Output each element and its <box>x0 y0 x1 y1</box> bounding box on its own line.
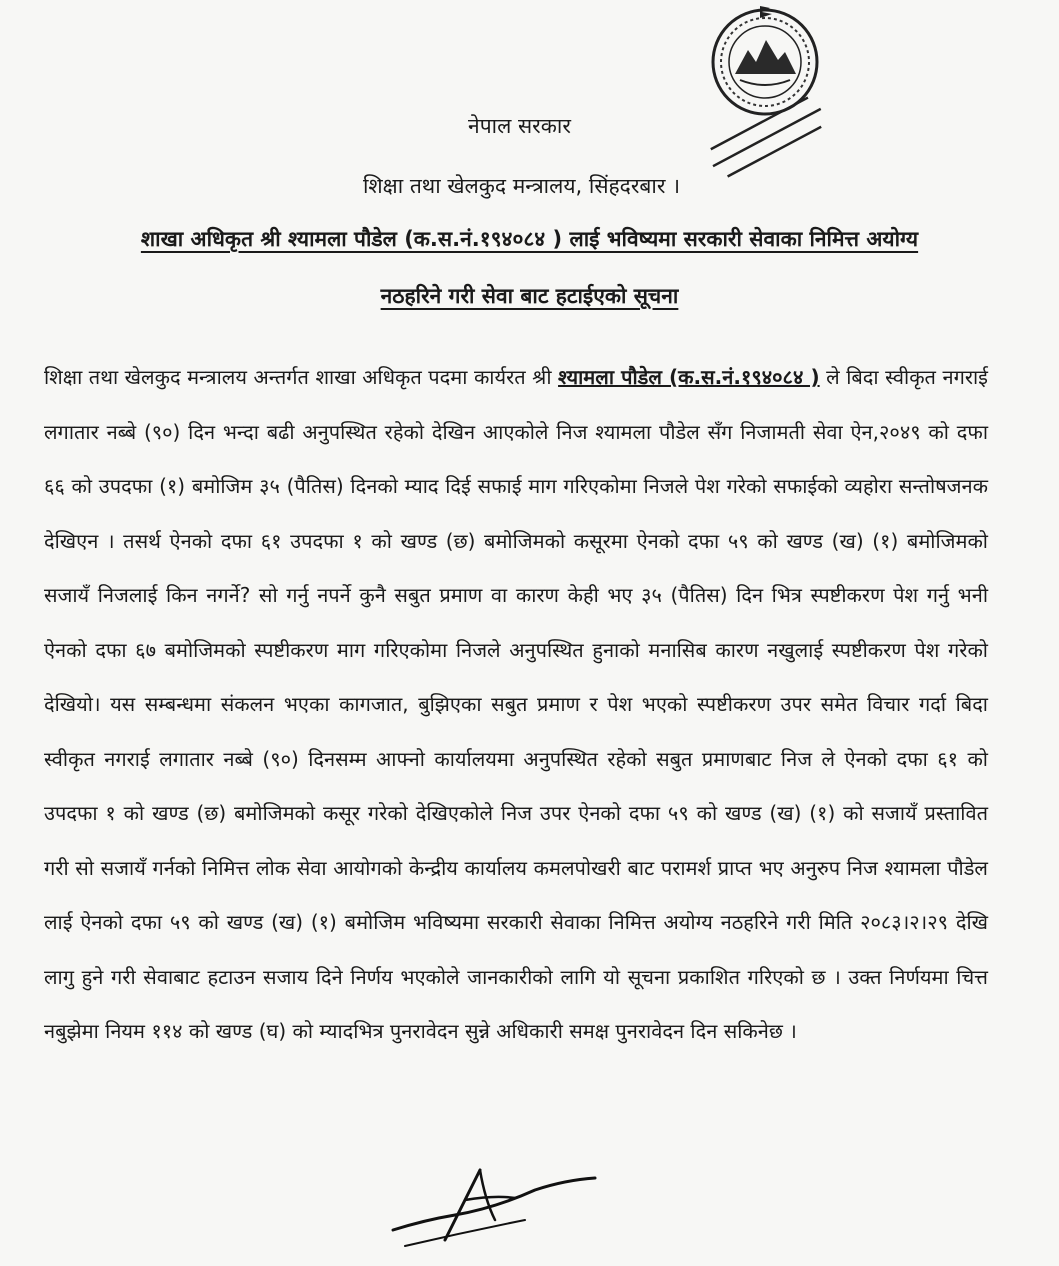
notice-title-line-1: शाखा अधिकृत श्री श्यामला पौडेल (क.स.नं.१९४०८४ ) लाई भविष्यमा सरकारी सेवाका निमित्त अयोग्य <box>140 227 919 251</box>
notice-body-intro: शिक्षा तथा खेलकुद मन्त्रालय अन्तर्गत शाखा अधिकृत पदमा कार्यरत श्री <box>44 365 559 389</box>
notice-title-line-2: नठहरिने गरी सेवा बाट हटाईएको सूचना <box>380 284 679 308</box>
signature-icon <box>385 1160 605 1250</box>
government-name: नेपाल सरकार <box>468 114 571 138</box>
government-seal-icon <box>690 4 840 194</box>
ministry-name: शिक्षा तथा खेलकुद मन्त्रालय, सिंहदरबार । <box>362 174 681 198</box>
notice-body-text: ले बिदा स्वीकृत नगराई लगातार नब्बे (९०) दिन भन्दा बढी अनुपस्थित रहेको देखिन आएकोले निज श्यामला पौडेल सँग निजामती सेवा ऐन,२०४९ को दफा ६६ को उपदफा (१) बमोजिम ३५ (पैतिस) दिनको म्याद दिई सफाई माग गरिएकोमा निजले पेश गरेको सफाईको व्यहोरा सन्तोषजनक देखिएन । तसर्थ ऐनको दफा ६१ उपदफा १ को खण्ड (छ) बमोजिमको कसूरमा ऐनको दफा ५९ को खण्ड (ख) (१) बमोजिमको सजायँ निजलाई किन नगर्ने? सो गर्नु नपर्ने कुनै सबुत प्रमाण वा कारण केही भए ३५ (पैतिस) दिन भित्र स्पष्टीकरण पेश गर्नु भनी ऐनको दफा ६७ बमोजिमको स्पष्टीकरण माग गरिएकोमा निजले अनुपस्थित हुनाको मनासिब कारण नखुलाई स्पष्टीकरण पेश गरेको देखियो। यस सम्बन्धमा संकलन भएका कागजात, बुझिएका सबुत प्रमाण र पेश भएको स्पष्टीकरण उपर समेत विचार गर्दा बिदा स्वीकृत नगराई लगातार नब्बे (९०) दिनसम्म आफ्नो कार्यालयमा अनुपस्थित रहेको सबुत प्रमाणबाट निज ले ऐनको दफा ६१ को उपदफा १ को खण्ड (छ) बमोजिमको कसूर गरेको देखिएकोले निज उपर ऐनको दफा ५९ को खण्ड (ख) (१) को सजायँ प्रस्तावित गरी सो सजायँ गर्नको निमित्त लोक सेवा आयोगको केन्द्रीय कार्यालय कमलपोखरी बाट परामर्श प्राप्त भए अनुरुप निज श्यामला पौडेल लाई ऐनको दफा ५९ को खण्ड (ख) (१) बमोजिम भविष्यमा सरकारी सेवाका निमित्त अयोग्य नठहरिने गरी मिति २०८३।२।२९ देखि लागु हुने गरी सेवाबाट हटाउन सजाय दिने निर्णय भएकोले जानकारीको लागि यो सूचना प्रकाशित गरिएको छ । उक्त निर्णयमा चित्त नबुझेमा नियम ११४ को खण्ड (घ) को म्यादभित्र पुनरावेदन सुन्ने अधिकारी समक्ष पुनरावेदन दिन सकिनेछ । <box>44 365 989 1043</box>
employee-name: श्यामला पौडेल (क.स.नं.१९४०८४ ) <box>558 365 820 389</box>
notice-body <box>44 350 988 1059</box>
